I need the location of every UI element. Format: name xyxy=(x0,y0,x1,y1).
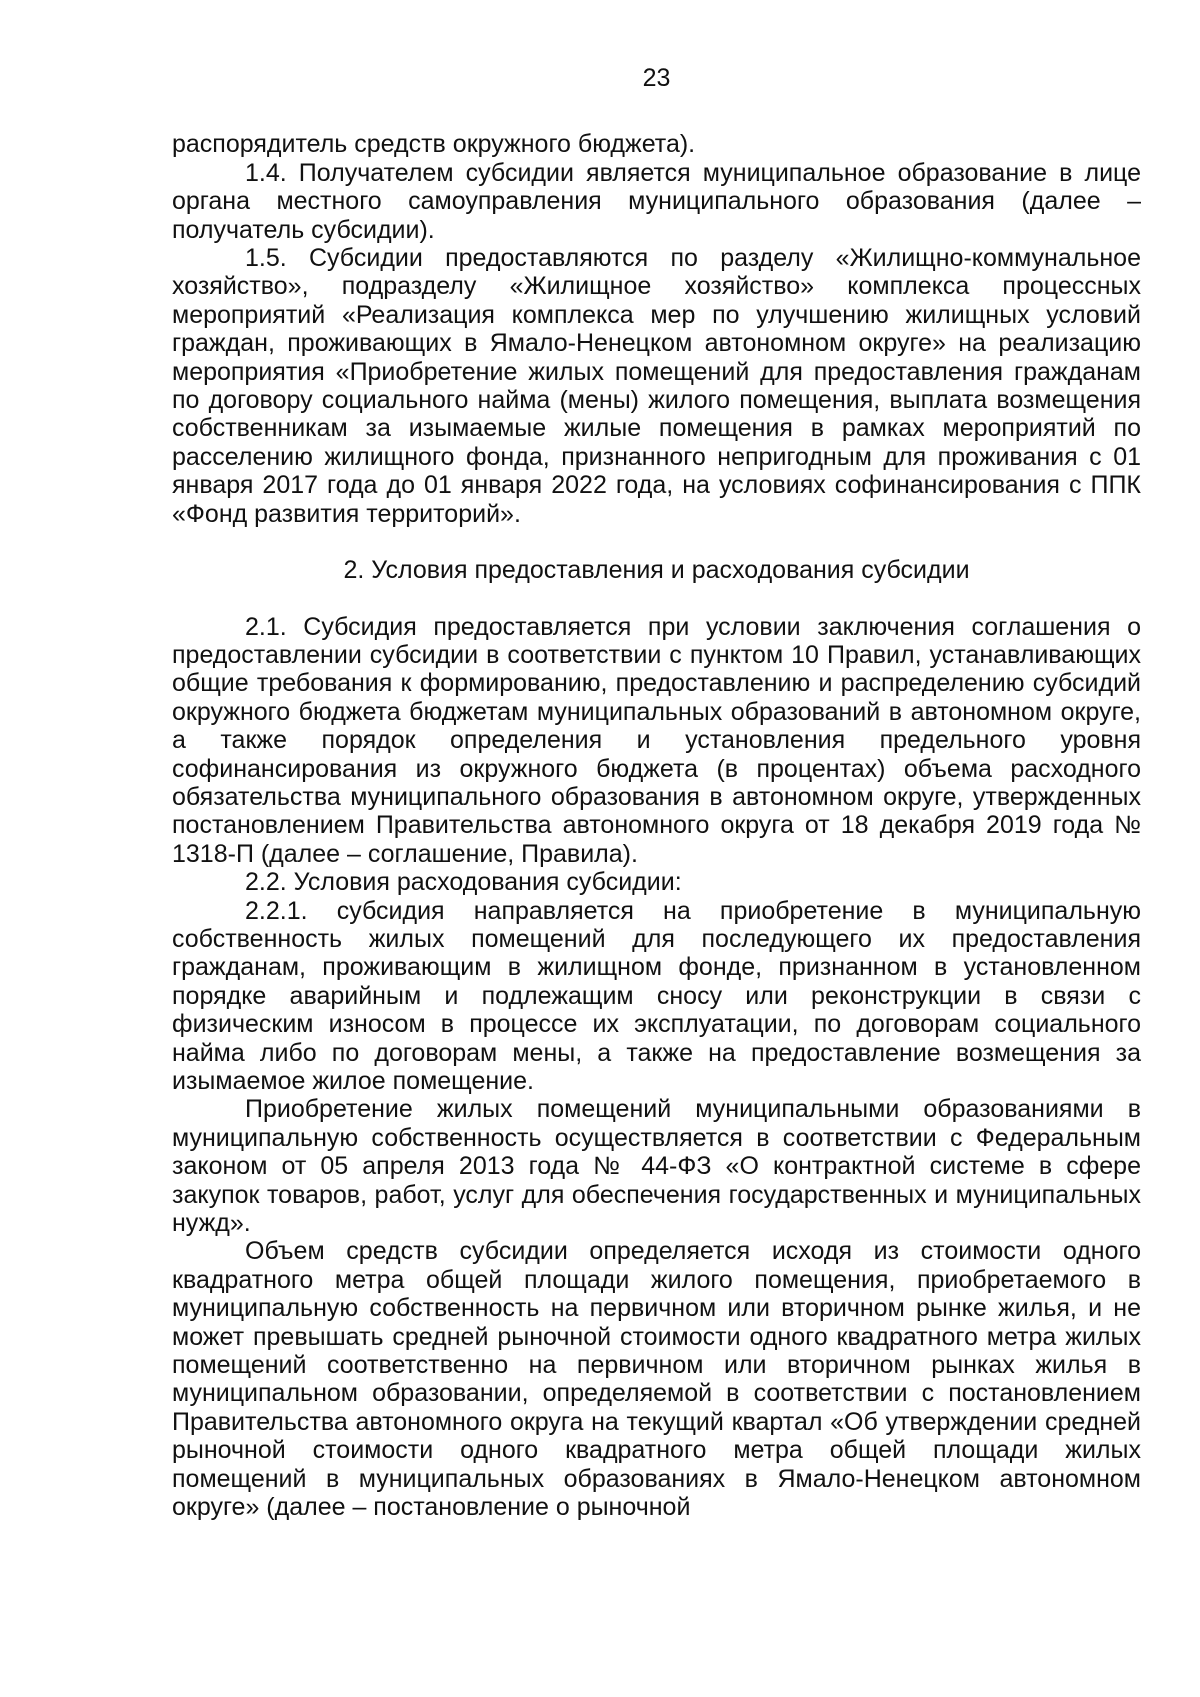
paragraph-2-2-1: 2.2.1. субсидия направляется на приобретение в муниципальную собственность жилых помещений для последующего их предоставления гражданам, проживающим в жилищном фонде, признанном в установленном порядке аварийным и подлежащим сносу или реконструкции в связи с физическим износом в процессе их эксплуатации, по договорам социального найма либо по договорам мены, а также на предоставление возмещения за изымаемое жилое помещение. xyxy=(172,896,1141,1095)
paragraph-acquisition: Приобретение жилых помещений муниципальными образованиями в муниципальную собственность осуществляется в соответствии с Федеральным законом от 05 апреля 2013 года № 44-ФЗ «О контрактной системе в сфере закупок товаров, работ, услуг для обеспечения государственных и муниципальных нужд». xyxy=(172,1095,1141,1238)
paragraph-1-5: 1.5. Субсидии предоставляются по разделу «Жилищно-коммунальное хозяйство», подразделу «Жилищное хозяйство» комплекса процессных мероприятий «Реализация комплекса мер по улучшению жилищных условий граждан, проживающих в Ямало-Ненецком автономном округе» на реализацию мероприятия «Приобретение жилых помещений для предоставления гражданам по договору социального найма (мены) жилого помещения, выплата возмещения собственникам за изымаемые жилые помещения в рамках мероприятий по расселению жилищного фонда, признанного непригодным для проживания с 01 января 2017 года до 01 января 2022 года, на условиях софинансирования с ППК «Фонд развития территорий». xyxy=(172,244,1141,528)
paragraph-1-4: 1.4. Получателем субсидии является муниципальное образование в лице органа местного самоуправления муниципального образования (далее – получатель субсидии). xyxy=(172,158,1141,244)
paragraph-2-2: 2.2. Условия расходования субсидии: xyxy=(245,868,682,897)
page-number: 23 xyxy=(642,64,671,92)
document-page xyxy=(172,64,1141,1522)
paragraph-continuation: распорядитель средств окружного бюджета). xyxy=(172,130,696,159)
paragraph-volume: Объем средств субсидии определяется исходя из стоимости одного квадратного метра общей площади жилого помещения, приобретаемого в муниципальную собственность на первичном или вторичном рынке жилья, и не может превышать средней рыночной стоимости одного квадратного метра жилых помещений соответственно на первичном или вторичном рынках жилья в муниципальном образовании, определяемой в соответствии с постановлением Правительства автономного округа на текущий квартал «Об утверждении средней рыночной стоимости одного квадратного метра общей площади жилых помещений в муниципальных образованиях в Ямало-Ненецком автономном округе» (далее – постановление о рыночной xyxy=(172,1237,1141,1522)
bottom-paragraphs xyxy=(172,613,1141,1522)
section-heading: 2. Условия предоставления и расходования субсидии xyxy=(343,556,970,585)
paragraph-2-1: 2.1. Субсидия предоставляется при условии заключения соглашения о предоставлении субсидии в соответствии с пунктом 10 Правил, устанавливающих общие требования к формированию, предоставлению и распределению субсидий окружного бюджета бюджетам муниципальных образований в автономном округе, а также порядок определения и установления предельного уровня софинансирования из окружного бюджета (в процентах) объема расходного обязательства муниципального образования в автономном округе, утвержденных постановлением Правительства автономного округа от 18 декабря 2019 года № 1318-П (далее – соглашение, Правила). xyxy=(172,612,1141,868)
top-paragraphs xyxy=(172,130,1141,528)
